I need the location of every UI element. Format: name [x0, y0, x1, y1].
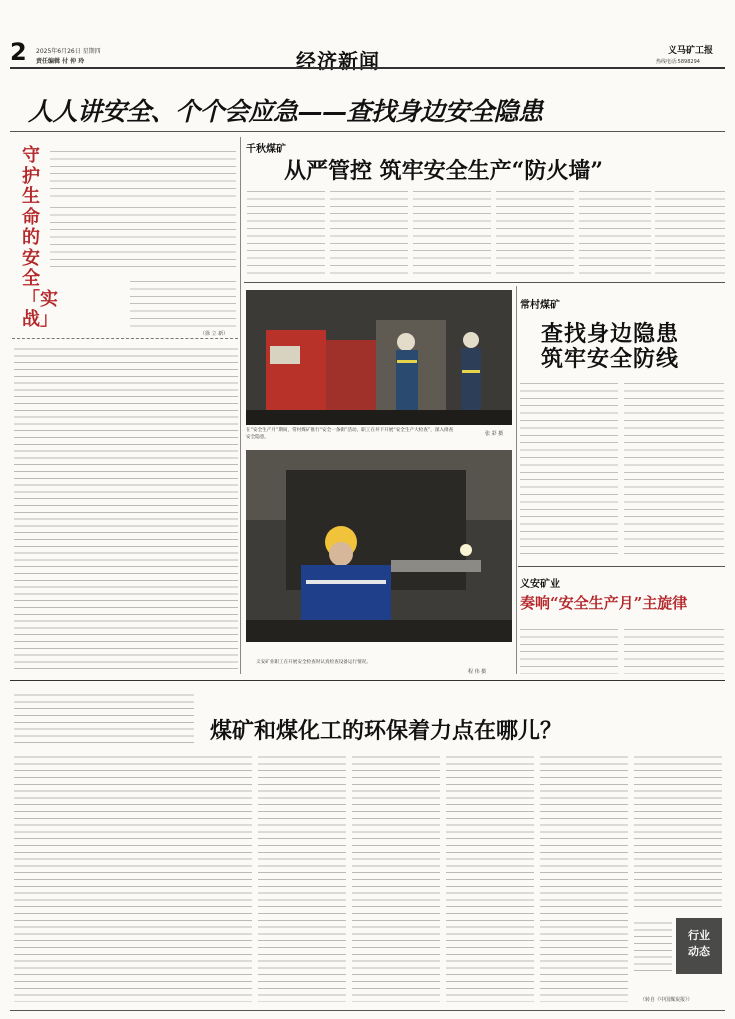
- article3-kicker: 义安矿业: [520, 579, 560, 590]
- issue-date: 2025年6月26日 星期四: [36, 48, 101, 55]
- left-article-vertical-title: 守护生命的安全「实战」: [22, 145, 58, 330]
- banner-title: 人人讲安全、个个会应急——查找身边安全隐患: [28, 97, 543, 126]
- article3-col2: [624, 624, 724, 674]
- article4-col6-tail: [634, 918, 672, 974]
- article4-col1-under: [14, 752, 252, 1002]
- photo-changcun-miners: [246, 290, 512, 425]
- section-title: 经济新闻: [296, 49, 380, 73]
- article1-headline: 从严管控 筑牢安全生产“防火墙”: [284, 158, 603, 184]
- article3-headline: 奏响“安全生产月”主旋律: [520, 594, 688, 612]
- article2-rule: [518, 566, 725, 567]
- article1-col5: [579, 186, 651, 274]
- left-article-body: [14, 344, 238, 674]
- left-article-text-wrap: [130, 276, 236, 328]
- header-rule: [10, 67, 725, 69]
- article1-col2: [330, 186, 408, 274]
- article1-col4: [496, 186, 574, 274]
- article3-col1: [520, 624, 618, 674]
- industry-news-badge: 行业 动态: [676, 918, 722, 974]
- article1-rule: [244, 282, 725, 283]
- article4-col5: [540, 752, 628, 1002]
- bottom-section-rule: [10, 680, 725, 681]
- editor-line: 责任编辑 付 仲 玲: [36, 58, 85, 65]
- article1-col6: [655, 186, 725, 274]
- article4-headline: 煤矿和煤化工的环保着力点在哪儿？: [210, 718, 563, 744]
- hotline: 热线电话:5898294: [656, 59, 700, 65]
- photo-changcun-caption: 在“安全生产月”期间，常村煤矿推行“安全一条街”活动，职工在井下开展“安全生产大检查”，深入排查安全隐患。: [246, 428, 454, 440]
- article2-col2: [624, 378, 724, 558]
- photo-changcun-credit: 张 彩 摄: [485, 431, 504, 437]
- article2-kicker: 常村煤矿: [520, 300, 560, 311]
- col-divider-photos: [516, 286, 517, 674]
- article1-col1: [247, 186, 325, 274]
- article4-col4: [446, 752, 534, 1002]
- banner-rule: [10, 131, 725, 132]
- photo-yian-inspection: [246, 450, 512, 642]
- left-article-text-mid: [50, 202, 236, 270]
- photo-yian-credit: 程 伟 摄: [468, 669, 487, 675]
- article1-col3: [413, 186, 491, 274]
- article4-col1-top: [14, 690, 194, 746]
- article2-headline-line2: 筑牢安全防线: [541, 346, 680, 372]
- article4-source: （转自《中国煤炭报》）: [640, 997, 693, 1003]
- article4-col2: [258, 752, 346, 1002]
- article4-col3: [352, 752, 440, 1002]
- article2-headline-line1: 查找身边隐患: [541, 321, 680, 347]
- article2-col1: [520, 378, 618, 558]
- left-inner-rule: [12, 338, 238, 339]
- page-number: 2: [10, 38, 27, 66]
- article4-col6: [634, 752, 722, 912]
- left-article-text-top: [50, 146, 236, 198]
- photo-yian-caption: 义安矿业职工在开展安全检查时认真检查设备运行情况。: [256, 660, 371, 665]
- article1-kicker: 千秋煤矿: [246, 144, 286, 155]
- footer-rule: [10, 1010, 725, 1011]
- col-divider-left: [240, 137, 241, 674]
- newspaper-brand: 义马矿工报: [668, 46, 714, 56]
- left-article-author: （徐 立 新）: [200, 331, 229, 337]
